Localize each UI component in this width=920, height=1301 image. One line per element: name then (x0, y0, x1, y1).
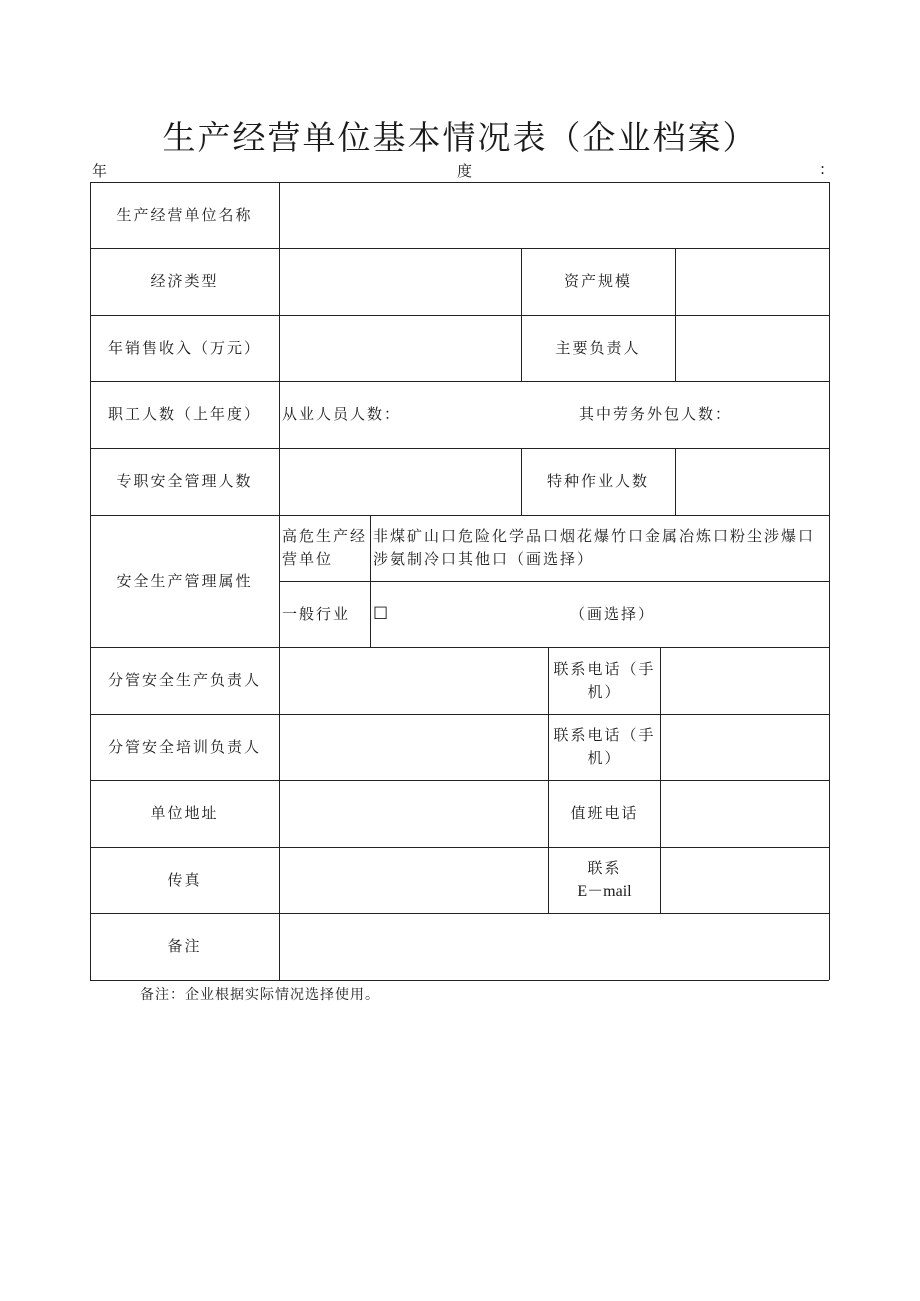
footnote: 备注：企业根据实际情况选择使用。 (140, 987, 380, 1003)
annual-sales-label: 年销售收入（万元） (107, 338, 261, 357)
email-field[interactable] (661, 848, 829, 913)
duty-phone-label: 值班电话 (570, 804, 639, 822)
deputy-safety-label: 分管安全生产负责人 (107, 671, 261, 689)
email-label: E－mail (577, 883, 632, 900)
remarks-label: 备注 (167, 937, 202, 955)
economic-type-field[interactable] (280, 249, 521, 315)
annual-sales-field[interactable] (280, 316, 521, 381)
unit-name-label: 生产经营单位名称 (116, 205, 253, 224)
general-industry-checkbox[interactable]: ☐ (373, 603, 391, 624)
contact-label: 联系 (587, 859, 622, 877)
degree-label: 度 (457, 162, 473, 180)
special-operations-field[interactable] (676, 449, 829, 515)
staff-count-label: 职工人数（上年度） (107, 405, 261, 423)
fax-field[interactable] (280, 848, 548, 913)
table-line (90, 980, 829, 981)
economic-type-label: 经济类型 (150, 272, 219, 290)
remarks-field[interactable] (280, 914, 829, 980)
mobile-phone-field[interactable] (661, 715, 829, 780)
form-title: 生产经营单位基本情况表（企业档案） (162, 118, 758, 157)
outsourced-count-field[interactable]: 其中劳务外包人数： (579, 405, 733, 423)
deputy-training-label: 分管安全培训负责人 (107, 737, 261, 756)
asset-scale-label: 资产规模 (563, 272, 632, 290)
deputy-training-field[interactable] (280, 715, 548, 780)
address-field[interactable] (280, 781, 548, 847)
table-line (829, 182, 830, 980)
email-label-cell (549, 847, 660, 913)
safety-manager-count-field[interactable] (280, 449, 521, 515)
general-industry-hint: （画选择） (570, 604, 656, 623)
mobile-phone-label: 联系电话（手机） (553, 659, 656, 701)
safety-manager-count-label: 专职安全管理人数 (116, 472, 253, 490)
general-industry-label: 一般行业 (282, 604, 351, 623)
year-label: 年 (92, 162, 108, 180)
high-risk-label: 高危生产经营单位 (282, 527, 368, 568)
main-leader-label: 主要负责人 (555, 338, 641, 357)
safety-attribute-label: 安全生产管理属性 (116, 571, 253, 590)
mobile-phone-field[interactable] (661, 648, 829, 714)
asset-scale-field[interactable] (676, 249, 829, 315)
address-label: 单位地址 (150, 804, 219, 822)
mobile-phone-label: 联系电话（手机） (553, 726, 656, 767)
high-risk-options[interactable]: 非煤矿山口危险化学品口烟花爆竹口金属冶炼口粉尘涉爆口涉氨制冷口其他口（画选择） (373, 527, 816, 568)
colon-mark: : (820, 160, 826, 178)
duty-phone-field[interactable] (661, 781, 829, 847)
special-operations-label: 特种作业人数 (546, 472, 649, 490)
unit-name-field[interactable] (280, 183, 829, 248)
practitioners-count-field[interactable]: 从业人员人数： (282, 405, 402, 423)
main-leader-field[interactable] (676, 316, 829, 381)
fax-label: 传真 (167, 870, 202, 889)
deputy-safety-field[interactable] (280, 648, 548, 714)
